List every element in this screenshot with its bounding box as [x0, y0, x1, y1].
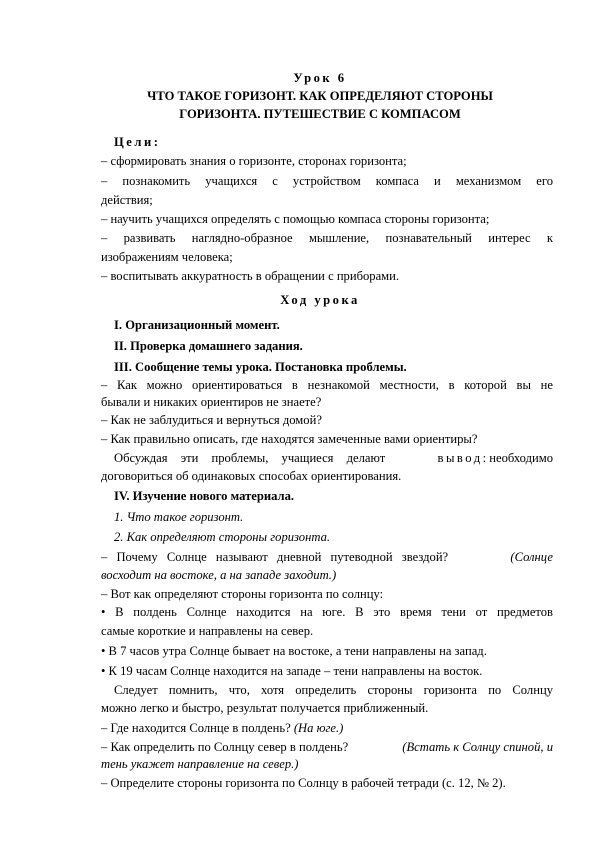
goal-item-5: – воспитывать аккуратность в обращении с приборами.: [101, 269, 400, 283]
question-4-line-1: [101, 550, 553, 565]
question-1-line-2: бывали и никаких ориентиров не знаете?: [101, 395, 322, 409]
question-4-answer-start: (Солнце: [510, 550, 553, 564]
lesson-progress-heading: Ход урока: [280, 293, 360, 307]
bullet-1-line-1: • В полдень Солнце находится на юге. В это время тени от предметов: [101, 605, 553, 619]
goal-item-3: – научить учащихся определять с помощью компаса стороны горизонта;: [101, 212, 490, 226]
goal-item-4-line-1: – развивать наглядно-образное мышление, познавательный интерес к: [101, 231, 553, 245]
section-3-heading: III. Сообщение темы урока. Постановка проблемы.: [114, 360, 407, 374]
conclusion-line-2: договориться об одинаковых способах ориентирования.: [101, 469, 402, 483]
question-1-line-1: – Как можно ориентироваться в незнакомой местности, в которой вы не: [101, 378, 553, 392]
conclusion-keyword-tail: : необходимо: [482, 451, 553, 465]
conclusion-text: Обсуждая эти проблемы, учащиеся делают: [114, 451, 386, 465]
lesson-number: Урок 6: [293, 71, 347, 85]
subsection-1: 1. Что такое горизонт.: [114, 510, 244, 524]
section-1-heading: I. Организационный момент.: [114, 318, 280, 332]
section-4-heading: IV. Изучение нового материала.: [114, 489, 295, 503]
question-6-text: – Где находится Солнце в полдень?: [101, 721, 291, 735]
question-7-text: – Как определить по Солнцу север в полдень?: [101, 740, 349, 754]
note-line-2: можно легко и быстро, результат получается приближенный.: [101, 701, 429, 715]
goal-item-1: – сформировать знания о горизонте, сторонах горизонта;: [101, 154, 407, 168]
lesson-title-line-1: ЧТО ТАКОЕ ГОРИЗОНТ. КАК ОПРЕДЕЛЯЮТ СТОРОНЫ: [147, 89, 493, 103]
bullet-3: • К 19 часам Солнце находится на западе – тени направлены на восток.: [101, 664, 483, 678]
question-7-answer-end: тень укажет направление на север.): [101, 757, 299, 771]
bullet-1-line-2: самые короткие и направлены на север.: [101, 624, 314, 638]
question-2: – Как не заблудиться и вернуться домой?: [101, 413, 322, 427]
subsection-2: 2. Как определяют стороны горизонта.: [114, 530, 331, 544]
goal-item-2-line-2: действия;: [101, 193, 153, 207]
question-7-answer-start: (Встать к Солнцу спиной, и: [402, 740, 553, 754]
question-7-line-1: [101, 740, 553, 755]
goals-heading: Цели:: [114, 135, 161, 149]
lesson-title-line-2: ГОРИЗОНТА. ПУТЕШЕСТВИЕ С КОМПАСОМ: [179, 107, 461, 121]
conclusion-keyword-word: вывод: [437, 451, 483, 465]
section-2-heading: II. Проверка домашнего задания.: [114, 339, 303, 353]
question-8: – Определите стороны горизонта по Солнцу в рабочей тетради (с. 12, № 2).: [101, 776, 506, 790]
question-4-text: – Почему Солнце называют дневной путеводной звездой?: [101, 550, 449, 564]
question-6-answer: (На юге.): [293, 721, 344, 735]
note-line-1: Следует помнить, что, хотя определить стороны горизонта по Солнцу: [114, 683, 553, 697]
goal-item-2-line-1: – познакомить учащихся с устройством компаса и механизмом его: [101, 174, 553, 188]
question-4-answer-end: восходит на востоке, а на западе заходит.): [101, 568, 337, 582]
bullet-2: • В 7 часов утра Солнце бывает на востоке, а тени направлены на запад.: [101, 644, 487, 658]
question-6: [101, 721, 553, 736]
conclusion-line-1: [114, 451, 553, 466]
question-5: – Вот как определяют стороны горизонта по солнцу:: [101, 587, 384, 601]
goal-item-4-line-2: изображениям человека;: [101, 250, 233, 264]
conclusion-keyword: [438, 451, 554, 466]
question-3: – Как правильно описать, где находятся замеченные вами ориентиры?: [101, 432, 478, 446]
